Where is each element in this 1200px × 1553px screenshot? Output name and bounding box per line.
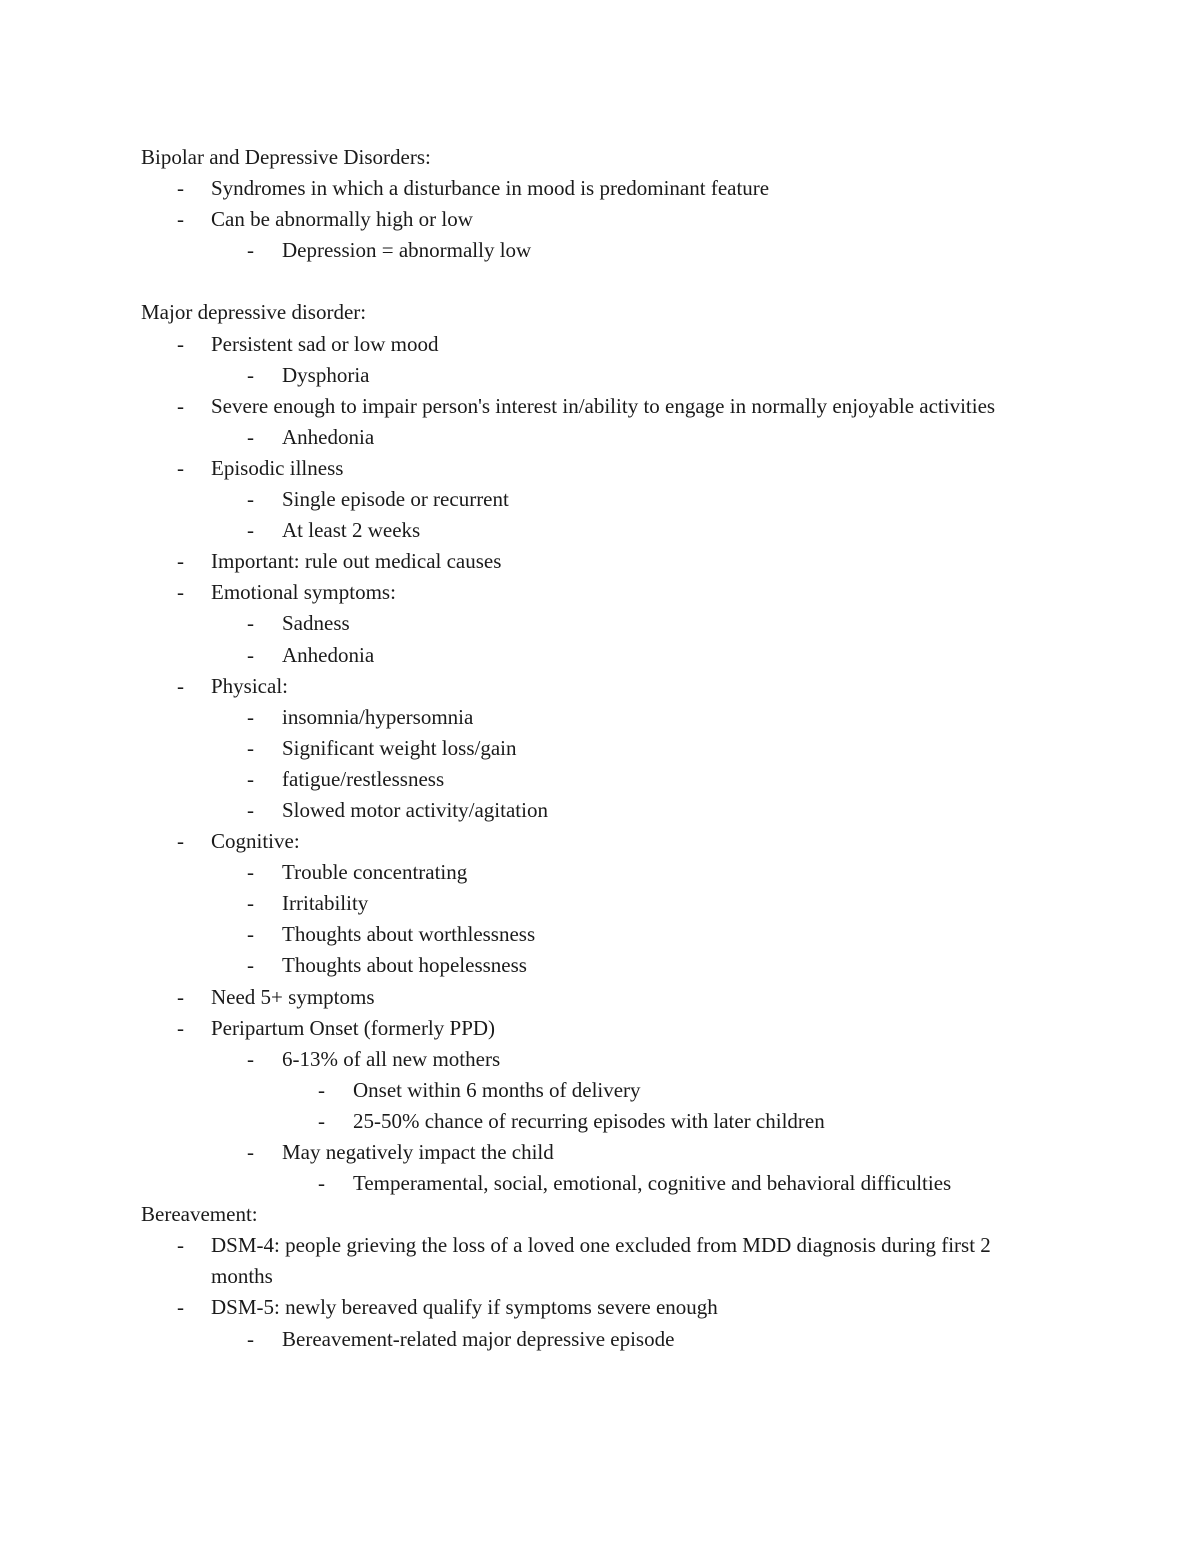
bullet-dash: - xyxy=(177,455,184,480)
bullet-dash: - xyxy=(177,1295,184,1320)
list-item: - Cognitive: xyxy=(141,826,1041,857)
bullet-dash: - xyxy=(177,673,184,698)
bullet-dash: - xyxy=(177,207,184,232)
bullet-dash: - xyxy=(247,487,254,512)
section-heading-bereavement: Bereavement: xyxy=(141,1202,258,1227)
bullet-dash: - xyxy=(247,766,254,791)
bullet-dash: - xyxy=(247,238,254,263)
list-item: - Thoughts about worthlessness xyxy=(141,919,1041,950)
bullet-dash: - xyxy=(247,797,254,822)
list-item: - At least 2 weeks xyxy=(141,515,1041,546)
list-item: - Significant weight loss/gain xyxy=(141,733,1041,764)
list-item: - Depression = abnormally low xyxy=(141,235,1041,266)
bullet-dash: - xyxy=(177,984,184,1009)
list-item: - Single episode or recurrent xyxy=(141,484,1041,515)
list-item: - Important: rule out medical causes xyxy=(141,546,1041,577)
bullet-dash: - xyxy=(247,424,254,449)
list-item: - Onset within 6 months of delivery xyxy=(141,1075,1041,1106)
list-item: - DSM-5: newly bereaved qualify if symptoms severe enough xyxy=(141,1292,1041,1323)
list-item: - Syndromes in which a disturbance in mood is predominant feature xyxy=(141,173,1041,204)
bullet-dash: - xyxy=(177,829,184,854)
bullet-dash: - xyxy=(247,922,254,947)
bullet-dash: - xyxy=(247,518,254,543)
list-item: - Anhedonia xyxy=(141,422,1041,453)
blank-line xyxy=(141,266,1041,297)
bullet-dash: - xyxy=(177,176,184,201)
list-item: - Peripartum Onset (formerly PPD) xyxy=(141,1013,1041,1044)
list-item: - 25-50% chance of recurring episodes with later children xyxy=(141,1106,1041,1137)
bullet-dash: - xyxy=(247,1140,254,1164)
list-item: - insomnia/hypersomnia xyxy=(141,702,1041,733)
bullet-dash: - xyxy=(177,549,184,574)
list-item: - Need 5+ symptoms xyxy=(141,982,1041,1013)
bullet-dash: - xyxy=(247,891,254,916)
bullet-dash: - xyxy=(247,642,254,667)
list-item: - Thoughts about hopelessness xyxy=(141,950,1041,981)
bullet-dash: - xyxy=(247,1046,254,1071)
list-item: - Temperamental, social, emotional, cognitive and behavioral difficulties xyxy=(141,1168,1041,1199)
list-item: - Emotional symptoms: xyxy=(141,577,1041,608)
list-item: - DSM-4: people grieving the loss of a loved one excluded from MDD diagnosis during first 2 months xyxy=(141,1230,1041,1292)
section-heading-mdd: Major depressive disorder: xyxy=(141,300,367,325)
notes-body xyxy=(141,142,1041,1355)
list-item: - Sadness xyxy=(141,608,1041,639)
bullet-dash: - xyxy=(177,393,184,418)
list-item: - Irritability xyxy=(141,888,1041,919)
bullet-dash: - xyxy=(318,1077,325,1102)
bullet-dash: - xyxy=(247,611,254,636)
list-item: - Slowed motor activity/agitation xyxy=(141,795,1041,826)
bullet-dash: - xyxy=(177,580,184,605)
list-item: - Anhedonia xyxy=(141,640,1041,671)
bullet-dash: - xyxy=(247,953,254,978)
list-item: - Persistent sad or low mood xyxy=(141,329,1041,360)
bullet-dash: - xyxy=(247,860,254,885)
list-item: - Can be abnormally high or low xyxy=(141,204,1041,235)
bullet-dash: - xyxy=(247,704,254,729)
bullet-dash: - xyxy=(247,362,254,387)
bullet-dash: - xyxy=(177,1015,184,1040)
bullet-dash: - xyxy=(177,331,184,356)
bullet-dash: - xyxy=(318,1171,325,1196)
list-item: - fatigue/restlessness xyxy=(141,764,1041,795)
bullet-dash: - xyxy=(247,1326,254,1351)
list-item: - Trouble concentrating xyxy=(141,857,1041,888)
bullet-dash: - xyxy=(247,735,254,760)
list-item: - Dysphoria xyxy=(141,360,1041,391)
list-item: - May negatively impact the child xyxy=(141,1137,1041,1168)
section-heading-bipolar: Bipolar and Depressive Disorders: xyxy=(141,145,431,169)
bullet-dash: - xyxy=(177,1233,184,1258)
list-item: - Episodic illness xyxy=(141,453,1041,484)
list-item: - Severe enough to impair person's interest in/ability to engage in normally enjoyable activities xyxy=(141,391,1041,422)
list-item: - Physical: xyxy=(141,671,1041,702)
list-item: - 6-13% of all new mothers xyxy=(141,1044,1041,1075)
bullet-dash: - xyxy=(318,1108,325,1133)
list-item: - Bereavement-related major depressive episode xyxy=(141,1324,1041,1355)
